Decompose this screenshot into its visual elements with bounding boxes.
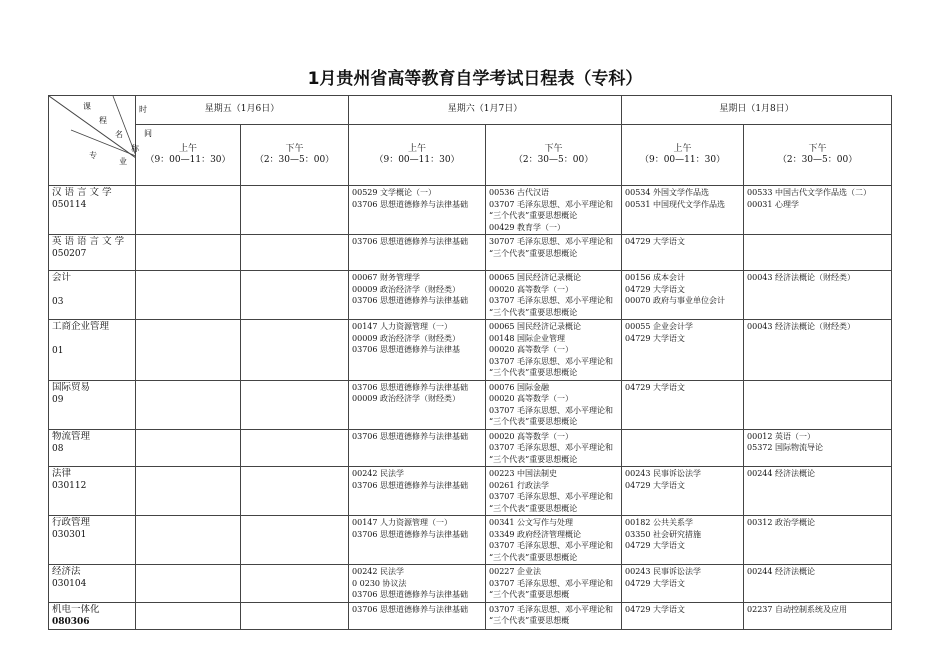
course-entry: 00529 文学概论（一） (352, 188, 437, 197)
major-cell (49, 186, 136, 235)
major-code: 030301 (52, 530, 87, 540)
major-name: 物流管理 (52, 430, 91, 442)
session-time: （9：00—11：30） (639, 155, 726, 165)
course-entry: 04729 大学语文 (625, 237, 686, 246)
table-row (49, 271, 892, 320)
schedule-cell (241, 271, 349, 320)
schedule-cell (241, 320, 349, 381)
course-entry: 03707 毛泽东思想、邓小平理论和 (489, 578, 614, 588)
major-name: 英 语 语 言 文 学 (52, 236, 125, 247)
exam-schedule-table (48, 95, 892, 630)
session-label: 上午 (408, 143, 427, 154)
major-cell (49, 467, 136, 516)
schedule-cell (241, 235, 349, 271)
schedule-cell (136, 186, 241, 235)
course-entry: 00009 政治经济学（财经类） (352, 284, 461, 294)
course-entry: 00223 中国法制史 (489, 469, 558, 478)
major-name: 国际贸易 (52, 381, 91, 393)
course-entry: 00070 政府与事业单位会计 (625, 296, 726, 305)
course-entry: “三个代表”重要思想概论 (489, 211, 578, 220)
course-entry: 00012 英语（一） (747, 431, 816, 441)
course-entry: “三个代表”重要思想概 (489, 616, 570, 625)
schedule-cell (744, 186, 892, 235)
session-header (744, 125, 892, 186)
schedule-cell (486, 565, 622, 603)
schedule-cell (136, 602, 241, 629)
course-entry: 00076 国际金融 (489, 382, 550, 392)
corner-label: 时 (139, 105, 147, 114)
schedule-cell (486, 320, 622, 381)
page-title: 1月贵州省高等教育自学考试日程表（专科） (307, 69, 643, 89)
session-label: 下午 (285, 143, 304, 154)
schedule-cell (349, 186, 486, 235)
course-entry: 00043 经济法概论（财经类） (747, 273, 856, 282)
course-entry: 03707 毛泽东思想、邓小平理论和 (489, 296, 614, 305)
schedule-cell (349, 602, 486, 629)
major-cell (49, 380, 136, 429)
course-entry: 00031 心理学 (747, 199, 800, 209)
course-entry: 03706 思想道德修养与法律基础 (352, 590, 469, 599)
major-name: 工商企业管理 (52, 321, 110, 332)
major-name: 机电一体化 (52, 603, 100, 615)
major-cell (49, 429, 136, 467)
course-entry: 00533 中国古代文学作品选（二） (747, 188, 872, 197)
course-entry: 00261 行政法学 (489, 480, 550, 490)
course-entry: 00147 人力资源管理（一） (352, 518, 453, 527)
course-entry: 04729 大学语文 (625, 382, 686, 392)
session-time: （2：30—5：00） (777, 155, 858, 165)
session-time: （9：00—11：30） (374, 155, 460, 165)
major-code: 09 (52, 394, 64, 405)
course-entry: 00009 政治经济学（财经类） (352, 394, 461, 403)
session-header (622, 125, 744, 186)
schedule-cell (136, 235, 241, 271)
course-entry: 00242 民法学 (352, 469, 405, 478)
schedule-cell (486, 380, 622, 429)
schedule-cell (744, 271, 892, 320)
schedule-cell (744, 516, 892, 565)
course-entry: “三个代表”重要思想概 (489, 590, 570, 599)
course-entry: 00227 企业法 (489, 567, 542, 576)
table-row (49, 516, 892, 565)
corner-label: 专 (89, 151, 97, 160)
course-entry: 03706 思想道德修养与法律基础 (352, 480, 469, 490)
course-entry: 00312 政治学概论 (747, 518, 816, 527)
schedule-cell (744, 565, 892, 603)
course-entry: 03707 毛泽东思想、邓小平理论和 (489, 199, 614, 209)
course-entry: 03707 毛泽东思想、邓小平理论和 (489, 492, 614, 501)
corner-label: 名 (115, 130, 123, 139)
corner-label: 程 (99, 116, 107, 125)
day-header: 星期六（1月7日） (349, 96, 622, 125)
schedule-cell (349, 271, 486, 320)
schedule-cell (622, 602, 744, 629)
table-row (49, 186, 892, 235)
schedule-cell (349, 565, 486, 603)
major-cell (49, 320, 136, 381)
major-code: 050207 (52, 249, 87, 259)
course-entry: 03706 思想道德修养与法律基础 (352, 604, 469, 614)
major-code: 08 (52, 443, 64, 454)
schedule-cell (622, 429, 744, 467)
spacer (52, 284, 132, 296)
session-label: 下午 (808, 143, 827, 154)
schedule-cell (622, 380, 744, 429)
major-cell (49, 516, 136, 565)
schedule-cell (744, 320, 892, 381)
course-entry: 04729 大学语文 (625, 541, 686, 550)
schedule-cell (136, 429, 241, 467)
course-entry: 00065 国民经济记录概论 (489, 322, 582, 331)
course-entry: 03707 毛泽东思想、邓小平理论和 (489, 443, 614, 452)
major-name: 会计 (52, 272, 72, 283)
major-cell (49, 565, 136, 603)
course-entry: 03706 思想道德修养与法律基础 (352, 382, 469, 392)
session-label: 下午 (544, 143, 563, 154)
schedule-cell (241, 602, 349, 629)
table-row (49, 380, 892, 429)
schedule-cell (241, 429, 349, 467)
session-time: （9：00—11：30） (145, 155, 231, 165)
course-entry: 03706 思想道德修养与法律基 (352, 345, 461, 354)
session-label: 上午 (178, 143, 197, 154)
schedule-cell (136, 380, 241, 429)
course-entry: 00020 高等数学（一） (489, 431, 574, 441)
course-entry: “三个代表”重要思想概论 (489, 248, 578, 258)
corner-label: 称 (131, 144, 139, 153)
schedule-cell (136, 516, 241, 565)
course-entry: 04729 大学语文 (625, 480, 686, 490)
course-entry: “三个代表”重要思想概论 (489, 417, 578, 426)
course-entry: 03707 毛泽东思想、邓小平理论和 (489, 541, 614, 550)
course-entry: 00009 政治经济学（财经类） (352, 333, 461, 343)
course-entry: 03707 毛泽东思想、邓小平理论和 (489, 405, 614, 415)
day-header: 星期日（1月8日） (622, 96, 892, 125)
schedule-cell (241, 186, 349, 235)
course-entry: “三个代表”重要思想概论 (489, 552, 578, 562)
table-row (49, 320, 892, 381)
corner-label: 业 (119, 157, 127, 166)
major-cell (49, 235, 136, 271)
table-row (49, 467, 892, 516)
course-entry: 00156 成本会计 (625, 273, 686, 282)
course-entry: 02237 自动控制系统及应用 (747, 604, 848, 614)
schedule-cell (486, 271, 622, 320)
major-cell (49, 602, 136, 629)
schedule-cell (486, 186, 622, 235)
major-name: 法律 (52, 468, 72, 479)
schedule-cell (136, 271, 241, 320)
schedule-cell (241, 380, 349, 429)
course-entry: “三个代表”重要思想概论 (489, 368, 578, 377)
course-entry: 00243 民事诉讼法学 (625, 469, 702, 478)
schedule-cell (136, 320, 241, 381)
schedule-cell (241, 516, 349, 565)
schedule-cell (136, 467, 241, 516)
course-entry: 00341 公文写作与处理 (489, 518, 574, 527)
table-row (49, 429, 892, 467)
schedule-cell (622, 516, 744, 565)
schedule-cell (622, 565, 744, 603)
schedule-cell (486, 602, 622, 629)
schedule-cell (349, 467, 486, 516)
session-header (486, 125, 622, 186)
schedule-cell (241, 467, 349, 516)
course-entry: 00536 古代汉语 (489, 188, 550, 197)
course-entry: 04729 大学语文 (625, 284, 686, 294)
session-time: （2：30—5：00） (513, 155, 594, 165)
course-entry: 00244 经济法概论 (747, 567, 816, 576)
course-entry: 04729 大学语文 (625, 578, 686, 588)
schedule-cell (486, 467, 622, 516)
major-name: 行政管理 (52, 517, 91, 528)
course-entry: “三个代表”重要思想概论 (489, 454, 578, 464)
schedule-cell (744, 429, 892, 467)
spacer (52, 333, 132, 345)
schedule-cell (622, 320, 744, 381)
schedule-cell (486, 235, 622, 271)
schedule-cell (136, 565, 241, 603)
course-entry: 00020 高等数学（一） (489, 345, 574, 354)
course-entry: “三个代表”重要思想概论 (489, 503, 578, 513)
course-entry: 00055 企业会计学 (625, 322, 694, 331)
major-name: 经济法 (52, 566, 81, 577)
schedule-cell (622, 467, 744, 516)
course-entry: 03706 思想道德修养与法律基础 (352, 199, 469, 209)
schedule-cell (241, 565, 349, 603)
schedule-cell (349, 235, 486, 271)
major-code: 03 (52, 296, 64, 307)
major-code: 080306 (52, 616, 90, 627)
major-code: 050114 (52, 200, 87, 210)
course-entry: 03707 毛泽东思想、邓小平理论和 (489, 356, 614, 366)
course-entry: 00182 公共关系学 (625, 518, 694, 527)
session-header (349, 125, 486, 186)
diagonal-lines (49, 96, 136, 186)
course-entry: 00242 民法学 (352, 567, 405, 576)
schedule-cell (486, 516, 622, 565)
course-entry: 00148 国际企业管理 (489, 333, 566, 343)
course-entry: 03350 社会研究措施 (625, 529, 702, 539)
schedule-cell (349, 429, 486, 467)
major-code: 030112 (52, 481, 87, 491)
table-row (49, 565, 892, 603)
course-entry: 00244 经济法概论 (747, 469, 816, 478)
course-entry: 00429 教育学（一） (489, 222, 566, 232)
table-row (49, 602, 892, 629)
schedule-cell (744, 602, 892, 629)
course-entry: 00531 中国现代文学作品选 (625, 199, 726, 209)
table-row (49, 235, 892, 271)
course-entry: 03349 政府经济管理概论 (489, 529, 582, 539)
schedule-cell (349, 516, 486, 565)
course-entry: 03706 思想道德修养与法律基础 (352, 237, 469, 246)
course-entry: 00020 高等数学（一） (489, 284, 574, 294)
course-entry: 03706 思想道德修养与法律基础 (352, 296, 469, 305)
major-code: 01 (52, 345, 64, 356)
session-label: 上午 (673, 143, 692, 154)
schedule-cell (349, 380, 486, 429)
course-entry: 30707 毛泽东思想、邓小平理论和 (489, 237, 614, 246)
schedule-cell (486, 429, 622, 467)
major-code: 030104 (52, 579, 87, 589)
course-entry: 00067 财务管理学 (352, 273, 421, 282)
course-entry: 03706 思想道德修养与法律基础 (352, 529, 469, 539)
course-entry: 00020 高等数学（一） (489, 394, 574, 403)
day-header: 星期五（1月6日） (136, 96, 349, 125)
major-name: 汉 语 言 文 学 (52, 187, 112, 198)
course-entry: 03706 思想道德修养与法律基础 (352, 431, 469, 441)
corner-label: 间 (144, 129, 152, 138)
session-time: （2：30—5：00） (254, 155, 335, 165)
course-entry: 03707 毛泽东思想、邓小平理论和 (489, 604, 614, 614)
schedule-cell (622, 186, 744, 235)
course-entry: 05372 国际物流导论 (747, 443, 824, 452)
major-cell (49, 271, 136, 320)
schedule-cell (349, 320, 486, 381)
course-entry: 0 0230 协议法 (352, 578, 407, 588)
schedule-cell (744, 235, 892, 271)
course-entry: “三个代表”重要思想概论 (489, 307, 578, 317)
course-entry: 00534 外国文学作品选 (625, 188, 710, 197)
header-corner-cell (49, 96, 152, 186)
schedule-cell (622, 271, 744, 320)
course-entry: 00043 经济法概论（财经类） (747, 322, 856, 331)
corner-label: 课 (83, 102, 91, 111)
schedule-cell (622, 235, 744, 271)
course-entry: 00243 民事诉讼法学 (625, 567, 702, 576)
schedule-cell (744, 380, 892, 429)
course-entry: 04729 大学语文 (625, 604, 686, 614)
schedule-cell (744, 467, 892, 516)
session-header (241, 125, 349, 186)
course-entry: 00065 国民经济记录概论 (489, 273, 582, 282)
course-entry: 04729 大学语文 (625, 333, 686, 343)
course-entry: 00147 人力资源管理（一） (352, 322, 453, 331)
